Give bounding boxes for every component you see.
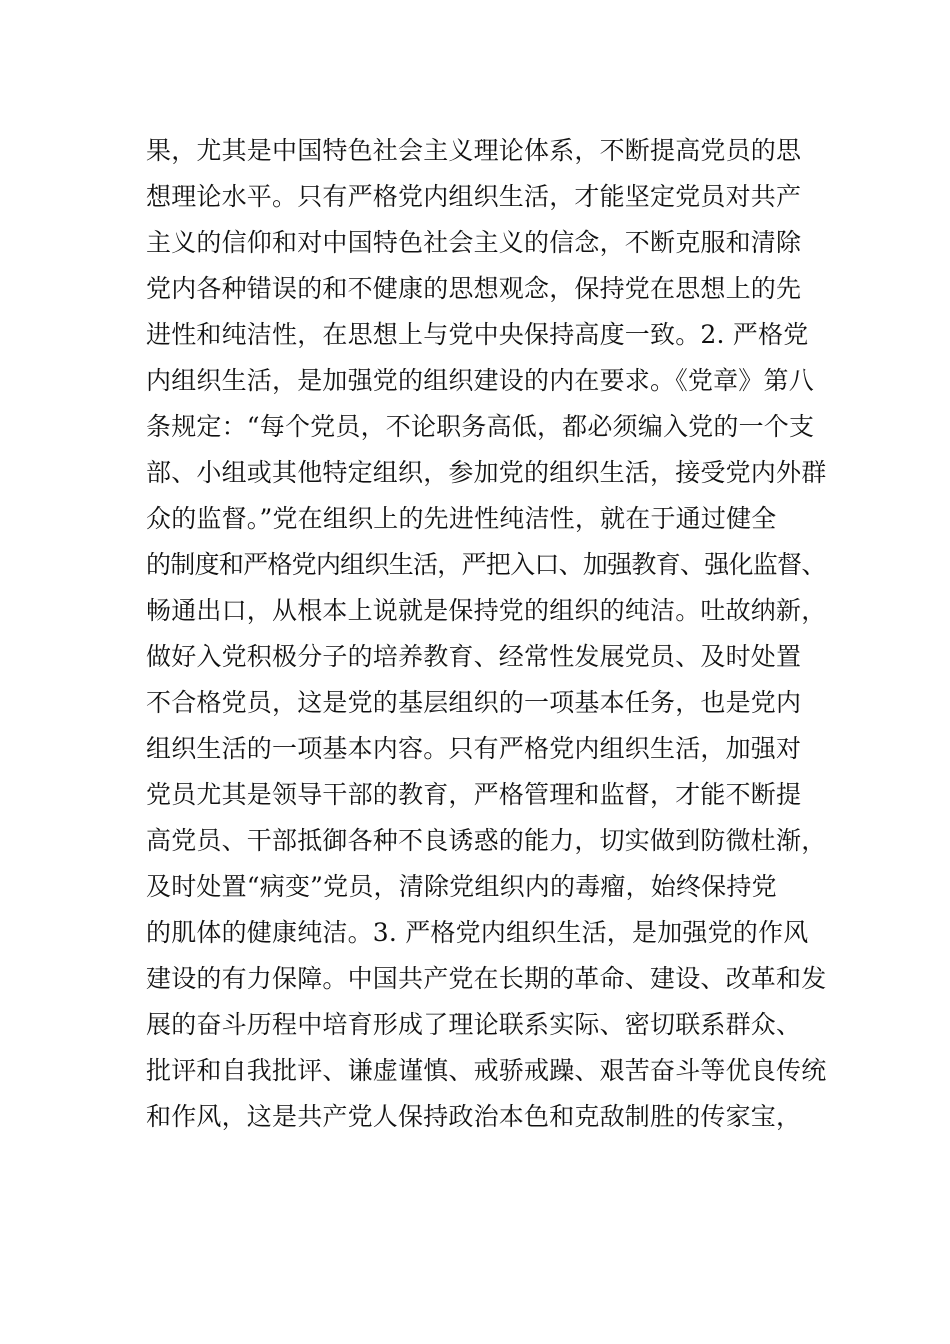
text-line: 批评和自我批评、谦虚谨慎、戒骄戒躁、艰苦奋斗等优良传统: [146, 1056, 827, 1085]
text-line: 内组织生活，是加强党的组织建设的内在要求。《党章》第八: [146, 366, 814, 395]
text-line: 建设的有力保障。中国共产党在长期的革命、建设、改革和发: [146, 964, 827, 993]
text-line: 进性和纯洁性，在思想上与党中央保持高度一致。2. 严格党: [146, 320, 809, 349]
text-line: 展的奋斗历程中培育形成了理论联系实际、密切联系群众、: [146, 1010, 802, 1039]
text-line: 不合格党员，这是党的基层组织的一项基本任务，也是党内: [146, 688, 802, 717]
text-line: 和作风，这是共产党人保持政治本色和克敌制胜的传家宝，: [146, 1102, 802, 1131]
text-line: 主义的信仰和对中国特色社会主义的信念，不断克服和清除: [146, 228, 802, 257]
text-line: 条规定：“每个党员，不论职务高低，都必须编入党的一个支: [146, 412, 815, 441]
text-line: 想理论水平。只有严格党内组织生活，才能坚定党员对共产: [146, 182, 802, 211]
text-line: 畅通出口，从根本上说就是保持党的组织的纯洁。吐故纳新，: [146, 596, 827, 625]
text-line: 的肌体的健康纯洁。3. 严格党内组织生活，是加强党的作风: [146, 918, 809, 947]
text-line: 部、小组或其他特定组织，参加党的组织生活，接受党内外群: [146, 458, 827, 487]
text-line: 果，尤其是中国特色社会主义理论体系，不断提高党员的思: [146, 136, 802, 165]
text-line: 党员尤其是领导干部的教育，严格管理和监督，才能不断提: [146, 780, 802, 809]
text-line: 做好入党积极分子的培养教育、经常性发展党员、及时处置: [146, 642, 802, 671]
text-line: 高党员、干部抵御各种不良诱惑的能力，切实做到防微杜渐，: [146, 826, 827, 855]
text-line: 的制度和严格党内组织生活，严把入口、加强教育、强化监督、: [146, 550, 826, 579]
text-line: 众的监督。”党在组织上的先进性纯洁性，就在于通过健全: [146, 504, 777, 533]
body-text: [146, 128, 826, 1140]
text-line: 组织生活的一项基本内容。只有严格党内组织生活，加强对: [146, 734, 802, 763]
text-line: 党内各种错误的和不健康的思想观念，保持党在思想上的先: [146, 274, 802, 303]
text-line: 及时处置“病变”党员，清除党组织内的毒瘤，始终保持党: [146, 872, 777, 901]
